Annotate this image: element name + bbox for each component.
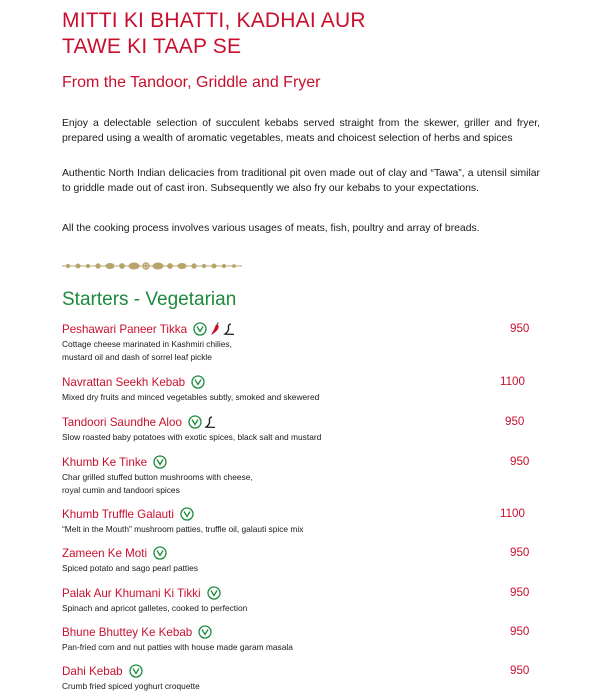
item-price: 950 — [505, 415, 525, 428]
item-description-line: Crumb fried spiced yoghurt croquette — [62, 681, 200, 691]
intro-paragraph-1: Enjoy a delectable selection of succulent kebabs served straight from the skewer, griller and fryer, prepared using a wealth of aromatic vegetables, meats and choicest selection of herbs and spices — [62, 118, 540, 144]
item-description-line: Spiced potato and sago pearl patties — [62, 563, 198, 573]
veg-icon — [191, 375, 205, 389]
l-icon — [204, 415, 218, 429]
veg-icon — [193, 322, 207, 336]
item-description-line: royal cumin and tandoori spices — [62, 485, 180, 495]
item-name-text: Zameen Ke Moti — [62, 546, 148, 560]
item-description — [62, 680, 532, 693]
item-description — [62, 562, 532, 575]
item-description — [62, 338, 532, 364]
item-description-line: Spinach and apricot galletes, cooked to perfection — [62, 603, 248, 613]
item-description-line: “Melt in the Mouth” mushroom patties, truffle oil, galauti spice mix — [62, 524, 304, 534]
item-name-text: Dahi Kebab — [62, 664, 123, 678]
item-name — [62, 546, 167, 560]
page-title — [62, 8, 582, 60]
item-description-line: Slow roasted baby potatoes with exotic spices, black salt and mustard — [62, 432, 322, 442]
item-description — [62, 523, 532, 536]
item-description-line: Pan-fried corn and nut patties with house made garam masala — [62, 642, 293, 652]
item-description — [62, 641, 532, 654]
intro-paragraph-3: All the cooking process involves various usages of meats, fish, poultry and array of breads. — [62, 223, 480, 234]
item-description — [62, 602, 532, 615]
item-name-text: Tandoori Saundhe Aloo — [62, 415, 182, 429]
item-name-text: Palak Aur Khumani Ki Tikki — [62, 586, 201, 600]
veg-icon — [188, 415, 202, 429]
ornamental-divider-icon — [62, 258, 242, 274]
veg-icon — [198, 625, 212, 639]
item-name — [62, 322, 237, 336]
title-line-1: MITTI KI BHATTI, KADHAI AUR — [62, 9, 366, 32]
l-icon — [223, 322, 237, 336]
veg-icon — [129, 664, 143, 678]
item-name — [62, 507, 194, 521]
item-price: 950 — [510, 586, 530, 599]
item-name-text: Bhune Bhuttey Ke Kebab — [62, 625, 193, 639]
item-description — [62, 391, 532, 404]
item-price: 1100 — [500, 507, 525, 520]
item-description-line: Char grilled stuffed button mushrooms with cheese, — [62, 472, 253, 482]
item-name — [62, 415, 218, 429]
item-price: 1100 — [500, 375, 525, 388]
item-description-line: Mixed dry fruits and minced vegetables subtly, smoked and skewered — [62, 392, 320, 402]
item-name — [62, 664, 143, 678]
veg-icon — [180, 507, 194, 521]
item-description-line: Cottage cheese marinated in Kashmiri chilies, — [62, 339, 232, 349]
veg-icon — [153, 546, 167, 560]
item-price: 950 — [510, 546, 530, 559]
item-name-text: Navrattan Seekh Kebab — [62, 375, 186, 389]
section-title: Starters - Vegetarian — [62, 289, 237, 310]
item-price: 950 — [510, 625, 530, 638]
veg-icon — [153, 455, 167, 469]
item-price: 950 — [510, 322, 530, 335]
item-name — [62, 586, 221, 600]
item-name-text: Khumb Ke Tinke — [62, 455, 148, 469]
item-name-text: Khumb Truffle Galauti — [62, 507, 174, 521]
item-name — [62, 455, 167, 469]
item-description — [62, 431, 532, 444]
intro-paragraph-2: Authentic North Indian delicacies from traditional pit oven made out of clay and “Tawa”, a utensil similar to griddle made out of cast iron. Subsequently we also fry our kebabs to your expectations. — [62, 168, 540, 194]
item-description — [62, 471, 532, 497]
item-name-text: Peshawari Paneer Tikka — [62, 322, 188, 336]
item-price: 950 — [510, 455, 530, 468]
item-name — [62, 625, 212, 639]
item-name — [62, 375, 205, 389]
item-description-line: mustard oil and dash of sorrel leaf pickle — [62, 352, 212, 362]
page-subtitle: From the Tandoor, Griddle and Fryer — [62, 74, 321, 91]
title-line-2: TAWE KI TAAP SE — [62, 35, 242, 58]
veg-icon — [207, 586, 221, 600]
item-price: 950 — [510, 664, 530, 677]
chili-icon — [209, 322, 221, 336]
